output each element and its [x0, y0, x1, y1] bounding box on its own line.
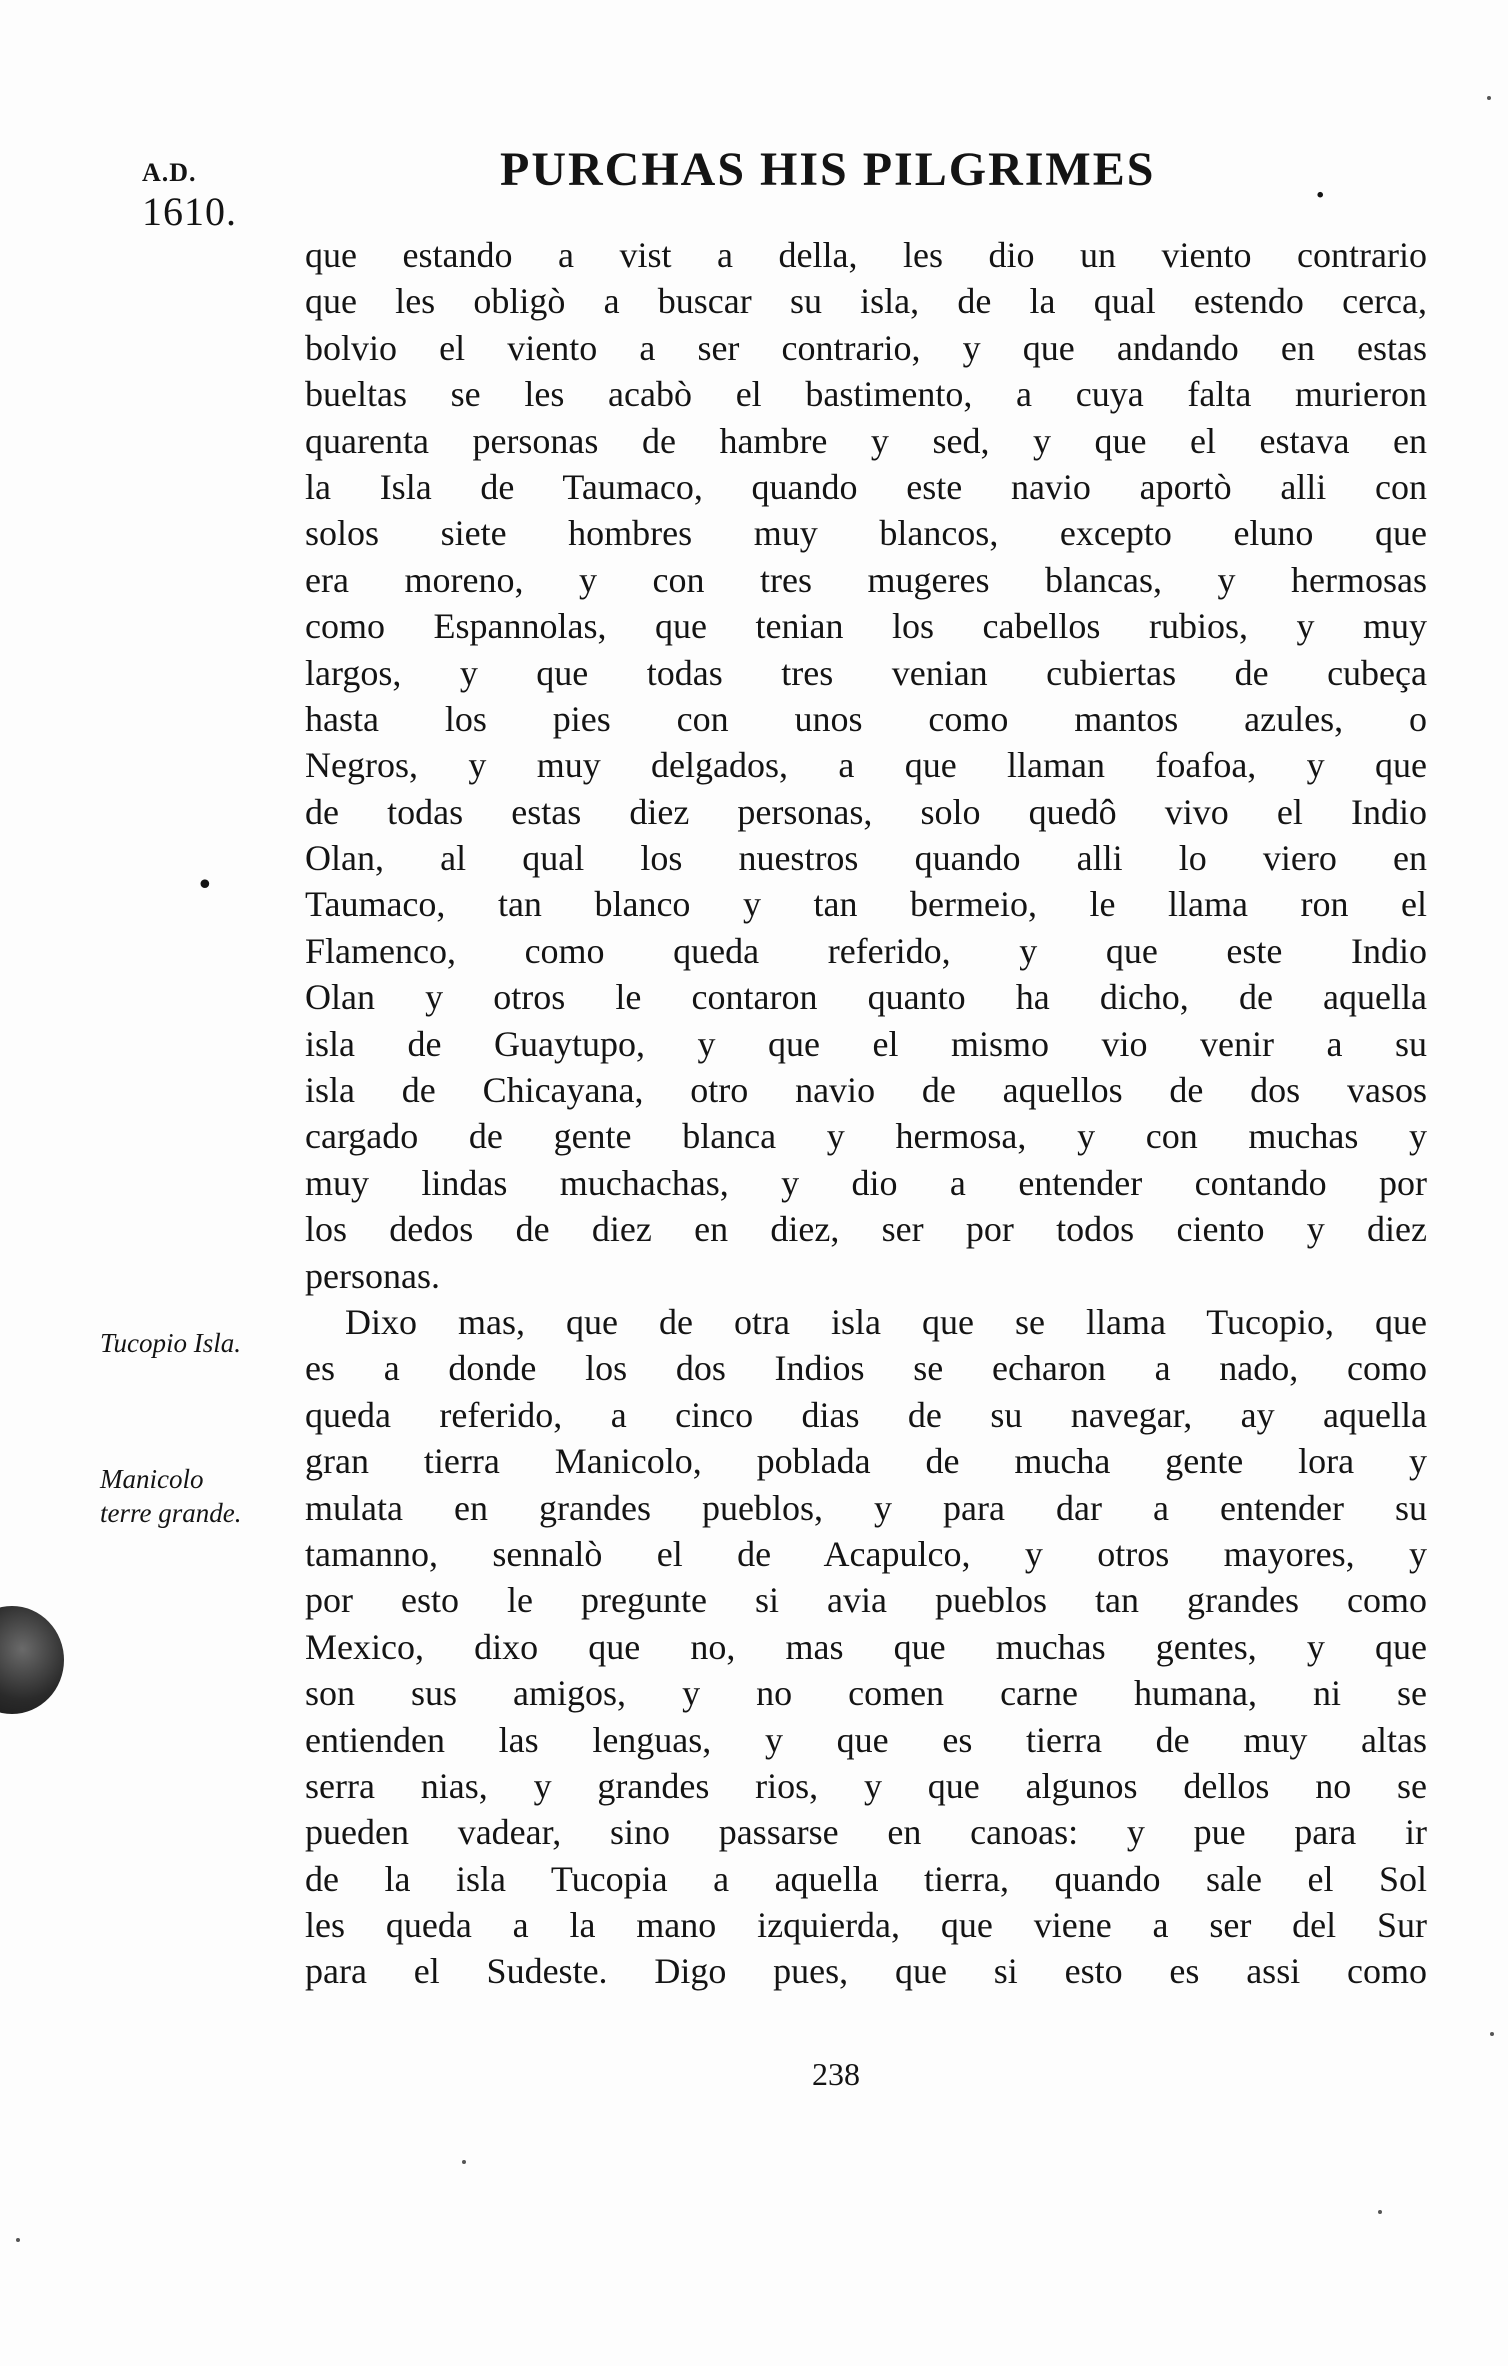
running-head-mark: .	[1315, 170, 1326, 205]
text-line: Negros, y muy delgados, a que llaman foafoa, y que	[305, 745, 1427, 786]
text-line: muy lindas muchachas, y dio a entender contando por	[305, 1162, 1427, 1203]
text-line: solos siete hombres muy blancos, excepto eluno que	[305, 513, 1427, 554]
text-line: son sus amigos, y no comen carne humana, ni se	[305, 1673, 1427, 1714]
text-line: Taumaco, tan blanco y tan bermeio, le llama ron el	[305, 884, 1427, 925]
text-line: isla de Chicayana, otro navio de aquellos de dos vasos	[305, 1070, 1427, 1111]
ad-label: A.D.	[142, 158, 197, 187]
text-line: es a donde los dos Indios se echaron a nado, como	[305, 1348, 1427, 1389]
text-line: los dedos de diez en diez, ser por todos ciento y diez	[305, 1209, 1427, 1250]
page-number: 238	[812, 2056, 860, 2092]
text-line: Olan y otros le contaron quanto ha dicho, de aquella	[305, 977, 1427, 1018]
dust-speck	[1378, 2210, 1382, 2214]
text-line: gran tierra Manicolo, poblada de mucha gente lora y	[305, 1441, 1427, 1482]
thumb-shadow	[0, 1606, 64, 1714]
text-line: mulata en grandes pueblos, y para dar a entender su	[305, 1487, 1427, 1528]
text-line: tamanno, sennalò el de Acapulco, y otros mayores, y	[305, 1533, 1427, 1574]
text-line: era moreno, y con tres mugeres blancas, y hermosas	[305, 559, 1427, 600]
text-line: entienden las lenguas, y que es tierra de muy altas	[305, 1719, 1427, 1760]
text-line: para el Sudeste. Digo pues, que si esto es assi como	[305, 1951, 1427, 1992]
dust-speck	[1487, 96, 1491, 100]
side-note-line: terre grande.	[100, 1498, 242, 1528]
text-line: de todas estas diez personas, solo quedô vivo el Indio	[305, 791, 1427, 832]
running-head: PURCHAS HIS PILGRIMES	[500, 143, 1156, 196]
text-line: Flamenco, como queda referido, y que este Indio	[305, 930, 1427, 971]
dust-speck	[462, 2160, 466, 2164]
side-note-manicolo	[100, 1462, 241, 1530]
text-line: quarenta personas de hambre y sed, y que el estava en	[305, 420, 1427, 461]
side-note-line: Manicolo	[100, 1464, 204, 1494]
text-line: bolvio el viento a ser contrario, y que andando en estas	[305, 327, 1427, 368]
text-line: de la isla Tucopia a aquella tierra, quando sale el Sol	[305, 1858, 1427, 1899]
text-line: Dixo mas, que de otra isla que se llama Tucopio, que	[345, 1301, 1427, 1342]
body-text	[305, 232, 1427, 1995]
margin-bullet-icon: •	[196, 868, 214, 903]
text-line: que estando a vist a della, les dio un viento contrario	[305, 235, 1427, 275]
text-line: que les obligò a buscar su isla, de la qual estendo cerca,	[305, 281, 1427, 322]
side-note-tucopio: Tucopio Isla.	[100, 1328, 242, 1358]
text-line: como Espannolas, que tenian los cabellos rubios, y muy	[305, 606, 1427, 647]
text-line: bueltas se les acabò el bastimento, a cuya falta murieron	[305, 374, 1427, 415]
text-line: pueden vadear, sino passarse en canoas: y pue para ir	[305, 1812, 1427, 1853]
text-line: largos, y que todas tres venian cubiertas de cubeça	[305, 652, 1427, 693]
text-line: cargado de gente blanca y hermosa, y con muchas y	[305, 1116, 1427, 1157]
text-line: personas.	[305, 1255, 440, 1296]
text-line: Olan, al qual los nuestros quando alli lo viero en	[305, 838, 1427, 879]
year-label: 1610.	[142, 189, 237, 234]
dust-speck	[16, 2238, 20, 2242]
text-line: Mexico, dixo que no, mas que muchas gentes, y que	[305, 1626, 1427, 1667]
dust-speck	[1490, 2032, 1494, 2036]
text-line: serra nias, y grandes rios, y que algunos dellos no se	[305, 1765, 1427, 1806]
text-line: por esto le pregunte si avia pueblos tan grandes como	[305, 1580, 1427, 1621]
text-line: la Isla de Taumaco, quando este navio aportò alli con	[305, 466, 1427, 507]
text-line: les queda a la mano izquierda, que viene a ser del Sur	[305, 1905, 1427, 1946]
text-line: isla de Guaytupo, y que el mismo vio venir a su	[305, 1023, 1427, 1064]
text-line: hasta los pies con unos como mantos azules, o	[305, 698, 1427, 739]
text-line: queda referido, a cinco dias de su navegar, ay aquella	[305, 1394, 1427, 1435]
